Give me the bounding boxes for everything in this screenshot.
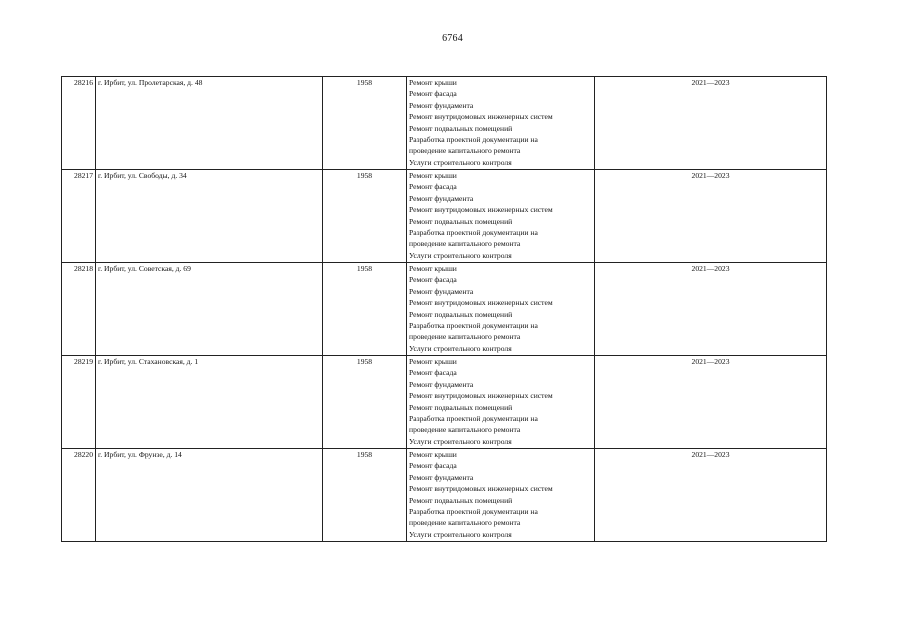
works-list-cell bbox=[407, 356, 595, 449]
work-item: Ремонт внутридомовых инженерных систем bbox=[409, 484, 553, 494]
table-row bbox=[62, 449, 827, 542]
work-item: Услуги строительного контроля bbox=[409, 250, 512, 260]
address-cell: г. Ирбит, ул. Советская, д. 69 bbox=[96, 263, 323, 356]
work-item: Ремонт подвальных помещений bbox=[409, 309, 513, 319]
works-list-cell bbox=[407, 170, 595, 263]
year-built-cell: 1958 bbox=[323, 77, 407, 170]
work-item: Разработка проектной документации на bbox=[409, 321, 538, 331]
table-row bbox=[62, 356, 827, 449]
work-item: Ремонт фундамента bbox=[409, 286, 474, 296]
work-item: Ремонт крыши bbox=[409, 357, 457, 366]
address-cell: г. Ирбит, ул. Стахановская, д. 1 bbox=[96, 356, 323, 449]
year-built-cell: 1958 bbox=[323, 263, 407, 356]
period-cell: 2021—2023 bbox=[595, 449, 827, 542]
work-item: Услуги строительного контроля bbox=[409, 529, 512, 539]
period-cell: 2021—2023 bbox=[595, 77, 827, 170]
address-cell: г. Ирбит, ул. Свободы, д. 34 bbox=[96, 170, 323, 263]
work-item: Ремонт фундамента bbox=[409, 193, 474, 203]
work-item: Ремонт подвальных помещений bbox=[409, 123, 513, 133]
work-item: Ремонт фундамента bbox=[409, 472, 474, 482]
work-item: Ремонт подвальных помещений bbox=[409, 216, 513, 226]
year-built-cell: 1958 bbox=[323, 170, 407, 263]
repair-schedule-table bbox=[61, 76, 827, 542]
work-item: Ремонт внутридомовых инженерных систем bbox=[409, 391, 553, 401]
work-item: Ремонт внутридомовых инженерных систем bbox=[409, 205, 553, 215]
work-item: Ремонт крыши bbox=[409, 264, 457, 273]
work-item: Ремонт крыши bbox=[409, 78, 457, 87]
table-row bbox=[62, 263, 827, 356]
work-item: Ремонт фасада bbox=[409, 368, 457, 378]
work-item: Услуги строительного контроля bbox=[409, 436, 512, 446]
work-item: Ремонт фасада bbox=[409, 89, 457, 99]
work-item: проведение капитального ремонта bbox=[409, 146, 521, 156]
period-cell: 2021—2023 bbox=[595, 356, 827, 449]
row-number-cell: 28219 bbox=[62, 356, 96, 449]
work-item: проведение капитального ремонта bbox=[409, 518, 521, 528]
address-cell: г. Ирбит, ул. Фрунзе, д. 14 bbox=[96, 449, 323, 542]
work-item: Ремонт фасада bbox=[409, 275, 457, 285]
work-item: Ремонт фундамента bbox=[409, 100, 474, 110]
work-item: Ремонт крыши bbox=[409, 450, 457, 459]
work-item: Ремонт крыши bbox=[409, 171, 457, 180]
work-item: Ремонт фасада bbox=[409, 461, 457, 471]
work-item: Ремонт подвальных помещений bbox=[409, 402, 513, 412]
work-item: Услуги строительного контроля bbox=[409, 343, 512, 353]
work-item: Ремонт внутридомовых инженерных систем bbox=[409, 112, 553, 122]
works-list-cell bbox=[407, 449, 595, 542]
work-item: Разработка проектной документации на bbox=[409, 135, 538, 145]
work-item: проведение капитального ремонта bbox=[409, 239, 521, 249]
work-item: проведение капитального ремонта bbox=[409, 332, 521, 342]
work-item: Ремонт фасада bbox=[409, 182, 457, 192]
row-number-cell: 28218 bbox=[62, 263, 96, 356]
row-number-cell: 28217 bbox=[62, 170, 96, 263]
period-cell: 2021—2023 bbox=[595, 263, 827, 356]
row-number-cell: 28216 bbox=[62, 77, 96, 170]
row-number-cell: 28220 bbox=[62, 449, 96, 542]
work-item: Ремонт подвальных помещений bbox=[409, 495, 513, 505]
works-list-cell bbox=[407, 263, 595, 356]
work-item: Разработка проектной документации на bbox=[409, 228, 538, 238]
work-item: Разработка проектной документации на bbox=[409, 507, 538, 517]
work-item: Ремонт внутридомовых инженерных систем bbox=[409, 298, 553, 308]
work-item: Услуги строительного контроля bbox=[409, 157, 512, 167]
table-row bbox=[62, 77, 827, 170]
work-item: проведение капитального ремонта bbox=[409, 425, 521, 435]
page-number: 6764 bbox=[442, 33, 463, 44]
period-cell: 2021—2023 bbox=[595, 170, 827, 263]
works-list-cell bbox=[407, 77, 595, 170]
year-built-cell: 1958 bbox=[323, 449, 407, 542]
work-item: Разработка проектной документации на bbox=[409, 414, 538, 424]
table-row bbox=[62, 170, 827, 263]
work-item: Ремонт фундамента bbox=[409, 379, 474, 389]
year-built-cell: 1958 bbox=[323, 356, 407, 449]
address-cell: г. Ирбит, ул. Пролетарская, д. 48 bbox=[96, 77, 323, 170]
